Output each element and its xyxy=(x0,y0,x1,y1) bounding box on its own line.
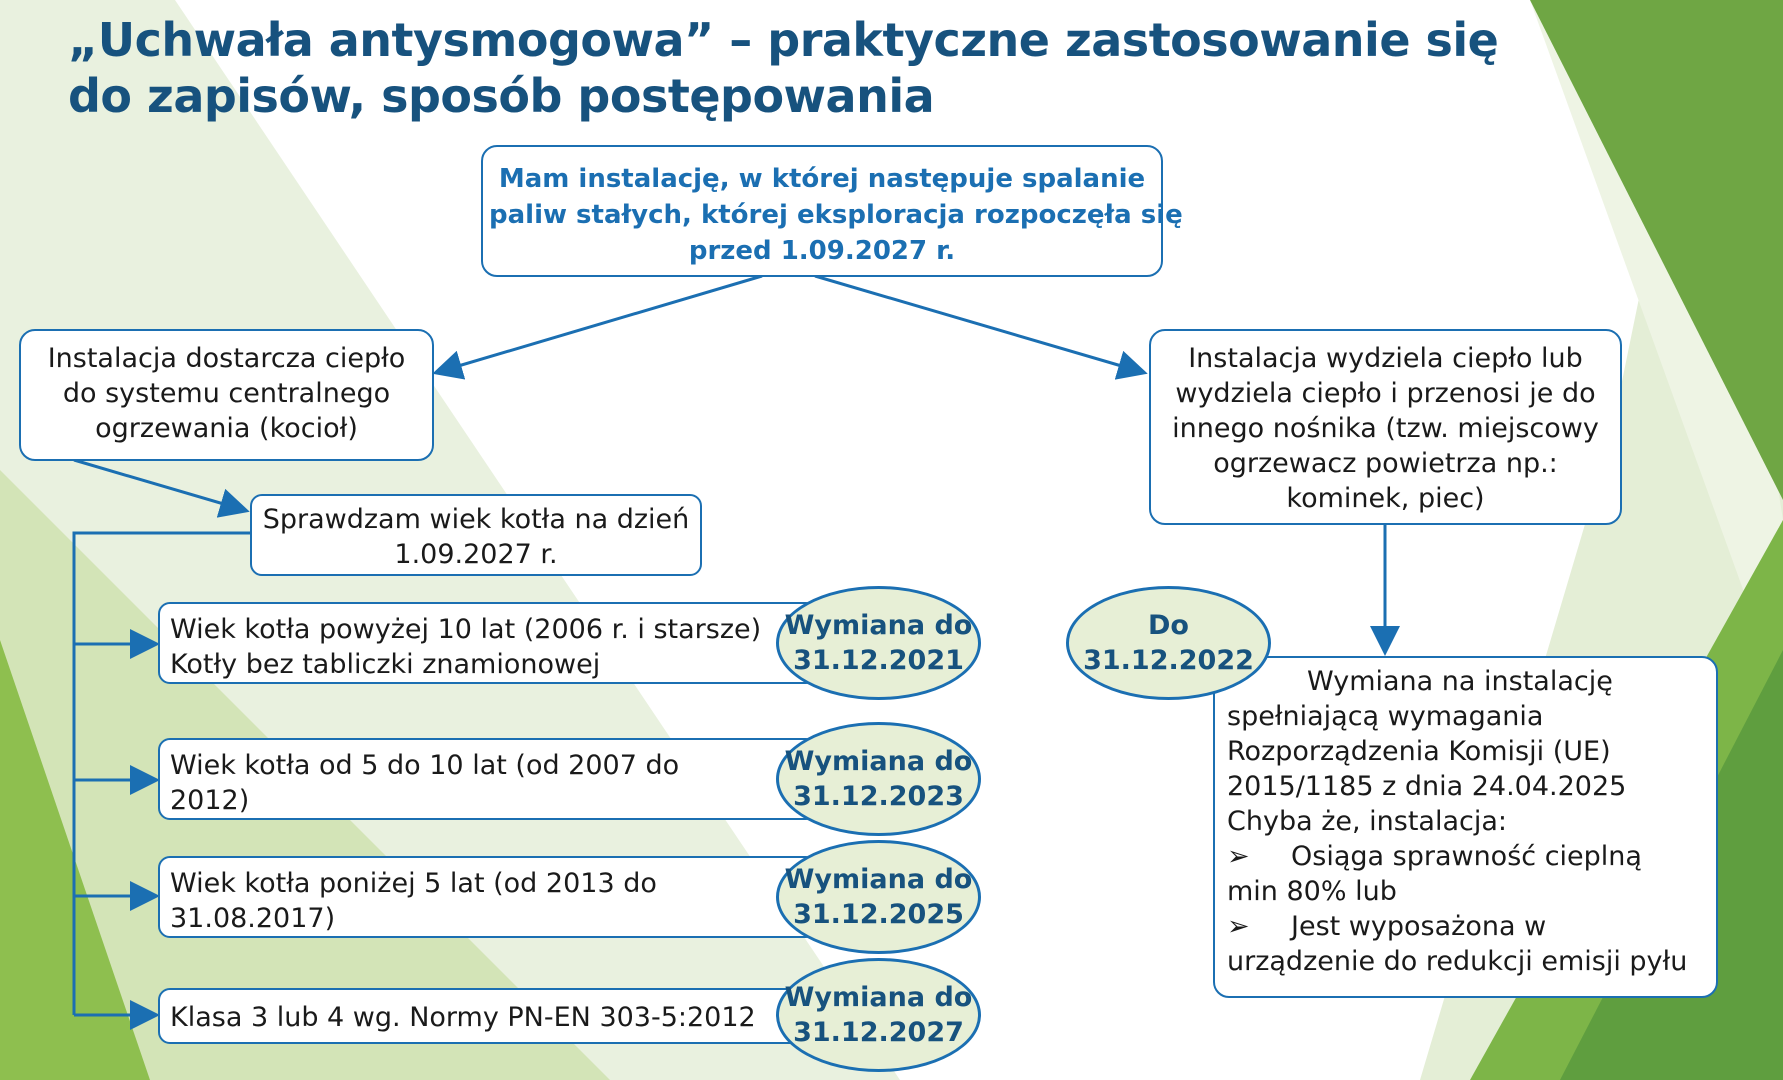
central-heating-line-1: Instalacja dostarcza ciepło xyxy=(47,343,406,374)
deadline-3-label: Wymiana do xyxy=(784,864,973,895)
local-heater-line-5: kominek, piec) xyxy=(1286,483,1485,514)
age-row-over-10 xyxy=(158,602,818,684)
deadline-4-label: Wymiana do xyxy=(784,982,973,1013)
requirement-bullet-1 xyxy=(1227,839,1710,874)
age-row-5-to-10 xyxy=(158,738,818,820)
age-row-1-line-2: Kotły bez tabliczki znamionowej xyxy=(170,649,601,680)
local-heater-box xyxy=(1149,329,1622,525)
requirement-line-3: Rozporządzenia Komisji (UE) xyxy=(1227,736,1611,767)
deadline-1-label: Wymiana do xyxy=(784,610,973,641)
deadline-1-date: 31.12.2021 xyxy=(793,645,964,676)
deadline-2-label: Wymiana do xyxy=(784,746,973,777)
check-boiler-age-box xyxy=(250,494,702,576)
local-heater-line-1: Instalacja wydziela ciepło lub xyxy=(1188,343,1583,374)
local-heater-line-2: wydziela ciepło i przenosi je do xyxy=(1175,378,1596,409)
age-row-3-line-2: 31.08.2017) xyxy=(170,903,336,934)
deadline-badge-2021 xyxy=(776,586,981,700)
start-line-2: paliw stałych, której eksploracja rozpoczęła się xyxy=(489,200,1183,230)
requirement-line-2: spełniającą wymagania xyxy=(1227,701,1544,732)
deadline-badge-2022 xyxy=(1066,586,1271,700)
right-deadline-date: 31.12.2022 xyxy=(1083,645,1254,676)
bullet-2-text: Jest wyposażona w xyxy=(1291,911,1547,942)
check-age-line-1: Sprawdzam wiek kotła na dzień xyxy=(262,504,690,535)
requirement-bullet-2-cont: urządzenie do redukcji emisji pyłu xyxy=(1227,946,1688,977)
age-row-3-line-1: Wiek kotła poniżej 5 lat (od 2013 do xyxy=(170,868,657,899)
local-heater-line-3: innego nośnika (tzw. miejscowy xyxy=(1172,413,1599,444)
start-condition-box xyxy=(481,145,1183,277)
start-line-1: Mam instalację, w której następuje spalanie xyxy=(498,164,1146,194)
start-line-3: przed 1.09.2027 r. xyxy=(688,236,956,266)
age-row-4-line-1: Klasa 3 lub 4 wg. Normy PN-EN 303-5:2012 xyxy=(170,1002,756,1033)
age-row-2-line-2: 2012) xyxy=(170,785,250,816)
check-age-line-2: 1.09.2027 r. xyxy=(394,539,558,570)
right-deadline-label: Do xyxy=(1148,610,1189,641)
deadline-4-date: 31.12.2027 xyxy=(793,1017,964,1048)
deadline-badge-2025 xyxy=(776,840,981,954)
title-line-2: do zapisów, sposób postępowania xyxy=(68,69,935,123)
requirement-bullet-1-cont: min 80% lub xyxy=(1227,876,1397,907)
title-line-1: „Uchwała antysmogowa” – praktyczne zastosowanie się xyxy=(68,13,1499,67)
central-heating-line-2: do systemu centralnego xyxy=(62,378,391,409)
deadline-badge-2027 xyxy=(776,958,981,1072)
arrow-bullet-icon: ➢ xyxy=(1227,841,1250,872)
age-row-2-line-1: Wiek kotła od 5 do 10 lat (od 2007 do xyxy=(170,750,680,781)
page-title xyxy=(68,12,1548,124)
replacement-requirement-box xyxy=(1213,656,1718,998)
deadline-2-date: 31.12.2023 xyxy=(793,781,964,812)
bullet-1-text: Osiąga sprawność cieplną xyxy=(1291,841,1642,872)
requirement-line-4: 2015/1185 z dnia 24.04.2025 xyxy=(1227,771,1627,802)
requirement-line-5: Chyba że, instalacja: xyxy=(1227,806,1508,837)
deadline-3-date: 31.12.2025 xyxy=(793,899,964,930)
requirement-bullet-2 xyxy=(1227,909,1710,944)
central-heating-line-3: ogrzewania (kocioł) xyxy=(95,413,358,444)
central-heating-box xyxy=(19,329,434,461)
arrow-bullet-icon: ➢ xyxy=(1227,911,1250,942)
age-row-under-5 xyxy=(158,856,818,938)
age-row-class-3-4 xyxy=(158,988,818,1044)
deadline-badge-2023 xyxy=(776,722,981,836)
age-row-1-line-1: Wiek kotła powyżej 10 lat (2006 r. i starsze) xyxy=(170,614,762,645)
local-heater-line-4: ogrzewacz powietrza np.: xyxy=(1213,448,1558,479)
requirement-line-1: Wymiana na instalację xyxy=(1307,666,1613,697)
